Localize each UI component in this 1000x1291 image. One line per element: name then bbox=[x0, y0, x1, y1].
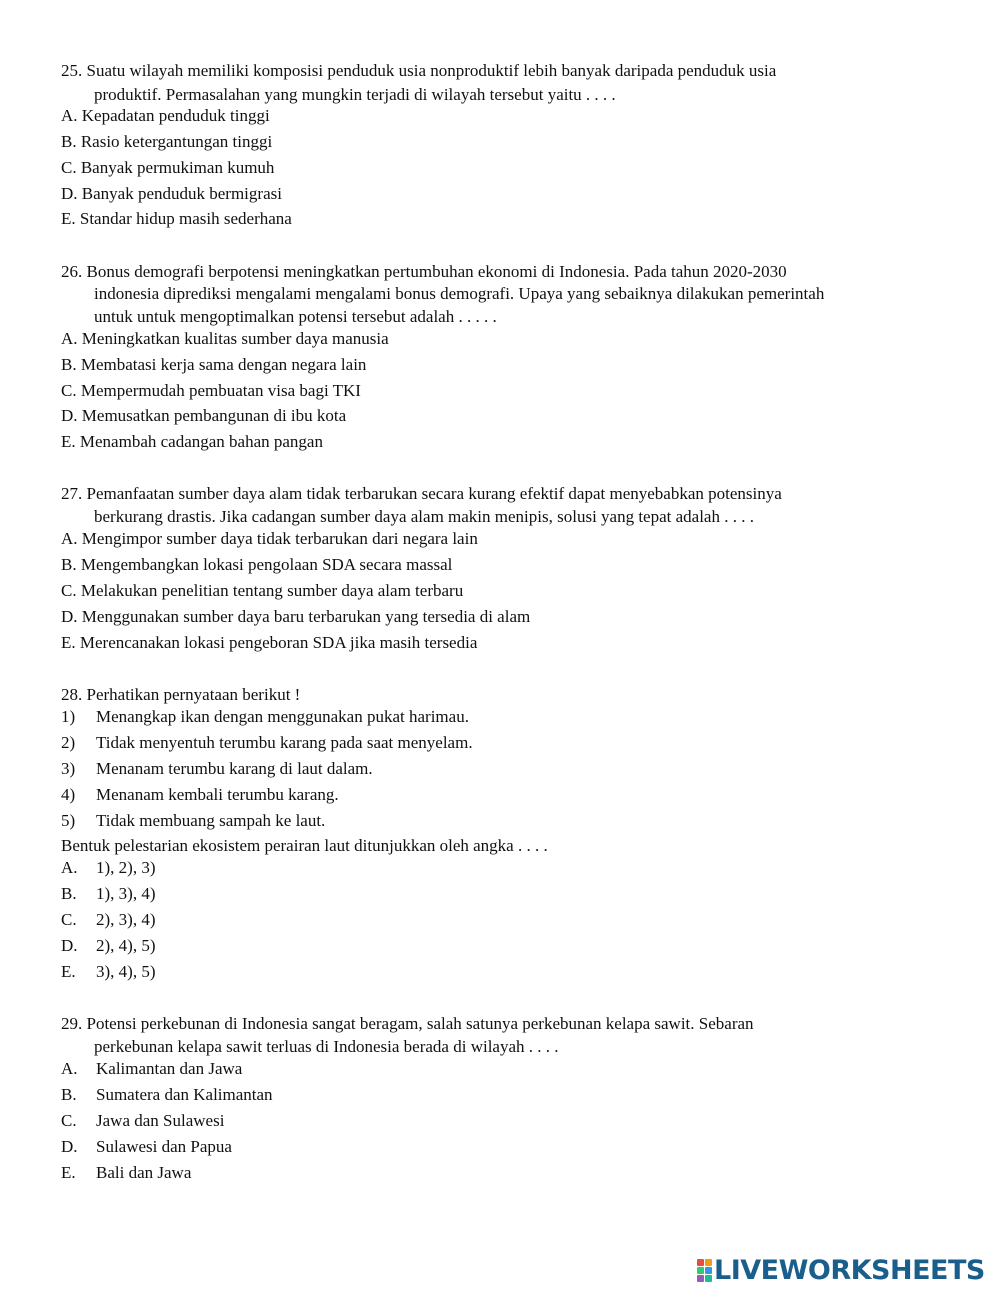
logo-tile bbox=[697, 1259, 704, 1266]
statement-number: 1) bbox=[61, 707, 76, 726]
question-26-stem-line-2: indonesia diprediksi mengalami mengalami bonus demografi. Upaya yang sebaiknya dilakukan pemerintah bbox=[94, 284, 825, 303]
logo-tile bbox=[705, 1259, 712, 1266]
statement-text: Menanam terumbu karang di laut dalam. bbox=[96, 759, 373, 778]
question-27-option-c: C. Melakukan penelitian tentang sumber daya alam terbaru bbox=[61, 581, 464, 600]
logo-tile bbox=[705, 1267, 712, 1274]
question-25-option-d: D. Banyak penduduk bermigrasi bbox=[61, 184, 282, 203]
option-letter: A. bbox=[61, 858, 78, 877]
statement-number: 2) bbox=[61, 733, 76, 752]
question-26-stem-line-1: 26. Bonus demografi berpotensi meningkatkan pertumbuhan ekonomi di Indonesia. Pada tahun 2020-2030 bbox=[61, 262, 787, 281]
statement-number: 3) bbox=[61, 759, 76, 778]
option-letter: D. bbox=[61, 1137, 78, 1156]
statement-text: Tidak menyentuh terumbu karang pada saat menyelam. bbox=[96, 733, 473, 752]
question-25-option-e: E. Standar hidup masih sederhana bbox=[61, 209, 292, 228]
option-text: 3), 4), 5) bbox=[96, 962, 156, 981]
liveworksheets-logo-text: LIVEWORKSHEETS bbox=[714, 1254, 985, 1286]
option-letter: B. bbox=[61, 884, 77, 903]
question-26-option-b: B. Membatasi kerja sama dengan negara lain bbox=[61, 355, 367, 374]
question-26-stem-line-3: untuk untuk mengoptimalkan potensi tersebut adalah . . . . . bbox=[94, 307, 497, 326]
question-29-stem-line-2: perkebunan kelapa sawit terluas di Indonesia berada di wilayah . . . . bbox=[94, 1037, 559, 1056]
question-28-prompt: Bentuk pelestarian ekosistem perairan laut ditunjukkan oleh angka . . . . bbox=[61, 836, 548, 855]
question-28-stem: 28. Perhatikan pernyataan berikut ! bbox=[61, 685, 301, 704]
question-27-option-d: D. Menggunakan sumber daya baru terbarukan yang tersedia di alam bbox=[61, 607, 531, 626]
question-25-stem-line-1: 25. Suatu wilayah memiliki komposisi penduduk usia nonproduktif lebih banyak daripada penduduk usia bbox=[61, 61, 777, 80]
question-26-option-a: A. Meningkatkan kualitas sumber daya manusia bbox=[61, 329, 389, 348]
liveworksheets-logo-icon bbox=[697, 1259, 712, 1282]
logo-tile bbox=[697, 1275, 704, 1282]
question-25-option-c: C. Banyak permukiman kumuh bbox=[61, 158, 275, 177]
question-25-option-a: A. Kepadatan penduduk tinggi bbox=[61, 106, 270, 125]
question-29-stem-line-1: 29. Potensi perkebunan di Indonesia sangat beragam, salah satunya perkebunan kelapa sawit. Sebaran bbox=[61, 1014, 754, 1033]
option-text: 1), 2), 3) bbox=[96, 858, 156, 877]
option-text: 2), 4), 5) bbox=[96, 936, 156, 955]
question-27-option-b: B. Mengembangkan lokasi pengolaan SDA secara massal bbox=[61, 555, 453, 574]
statement-text: Tidak membuang sampah ke laut. bbox=[96, 811, 326, 830]
question-26-option-d: D. Memusatkan pembangunan di ibu kota bbox=[61, 406, 347, 425]
option-text: Jawa dan Sulawesi bbox=[96, 1111, 225, 1130]
logo-tile bbox=[697, 1267, 704, 1274]
option-letter: C. bbox=[61, 910, 77, 929]
option-letter: B. bbox=[61, 1085, 77, 1104]
statement-text: Menangkap ikan dengan menggunakan pukat harimau. bbox=[96, 707, 469, 726]
question-26-option-e: E. Menambah cadangan bahan pangan bbox=[61, 432, 323, 451]
question-26-option-c: C. Mempermudah pembuatan visa bagi TKI bbox=[61, 381, 361, 400]
option-text: Bali dan Jawa bbox=[96, 1163, 192, 1182]
option-text: 2), 3), 4) bbox=[96, 910, 156, 929]
question-25-option-b: B. Rasio ketergantungan tinggi bbox=[61, 132, 273, 151]
question-27-stem-line-2: berkurang drastis. Jika cadangan sumber daya alam makin menipis, solusi yang tepat adalah . . . . bbox=[94, 507, 754, 526]
statement-text: Menanam kembali terumbu karang. bbox=[96, 785, 339, 804]
option-text: Sulawesi dan Papua bbox=[96, 1137, 232, 1156]
logo-tile bbox=[705, 1275, 712, 1282]
option-text: Sumatera dan Kalimantan bbox=[96, 1085, 273, 1104]
option-text: Kalimantan dan Jawa bbox=[96, 1059, 243, 1078]
statement-number: 5) bbox=[61, 811, 76, 830]
question-27-option-e: E. Merencanakan lokasi pengeboran SDA jika masih tersedia bbox=[61, 633, 478, 652]
option-letter: E. bbox=[61, 962, 76, 981]
question-25-stem-line-2: produktif. Permasalahan yang mungkin terjadi di wilayah tersebut yaitu . . . . bbox=[94, 85, 616, 104]
question-27-stem-line-1: 27. Pemanfaatan sumber daya alam tidak terbarukan secara kurang efektif dapat menyebabkan potensinya bbox=[61, 484, 782, 503]
option-letter: C. bbox=[61, 1111, 77, 1130]
option-text: 1), 3), 4) bbox=[96, 884, 156, 903]
option-letter: D. bbox=[61, 936, 78, 955]
liveworksheets-logo[interactable] bbox=[697, 1256, 985, 1284]
question-27-option-a: A. Mengimpor sumber daya tidak terbarukan dari negara lain bbox=[61, 529, 478, 548]
statement-number: 4) bbox=[61, 785, 76, 804]
option-letter: E. bbox=[61, 1163, 76, 1182]
option-letter: A. bbox=[61, 1059, 78, 1078]
